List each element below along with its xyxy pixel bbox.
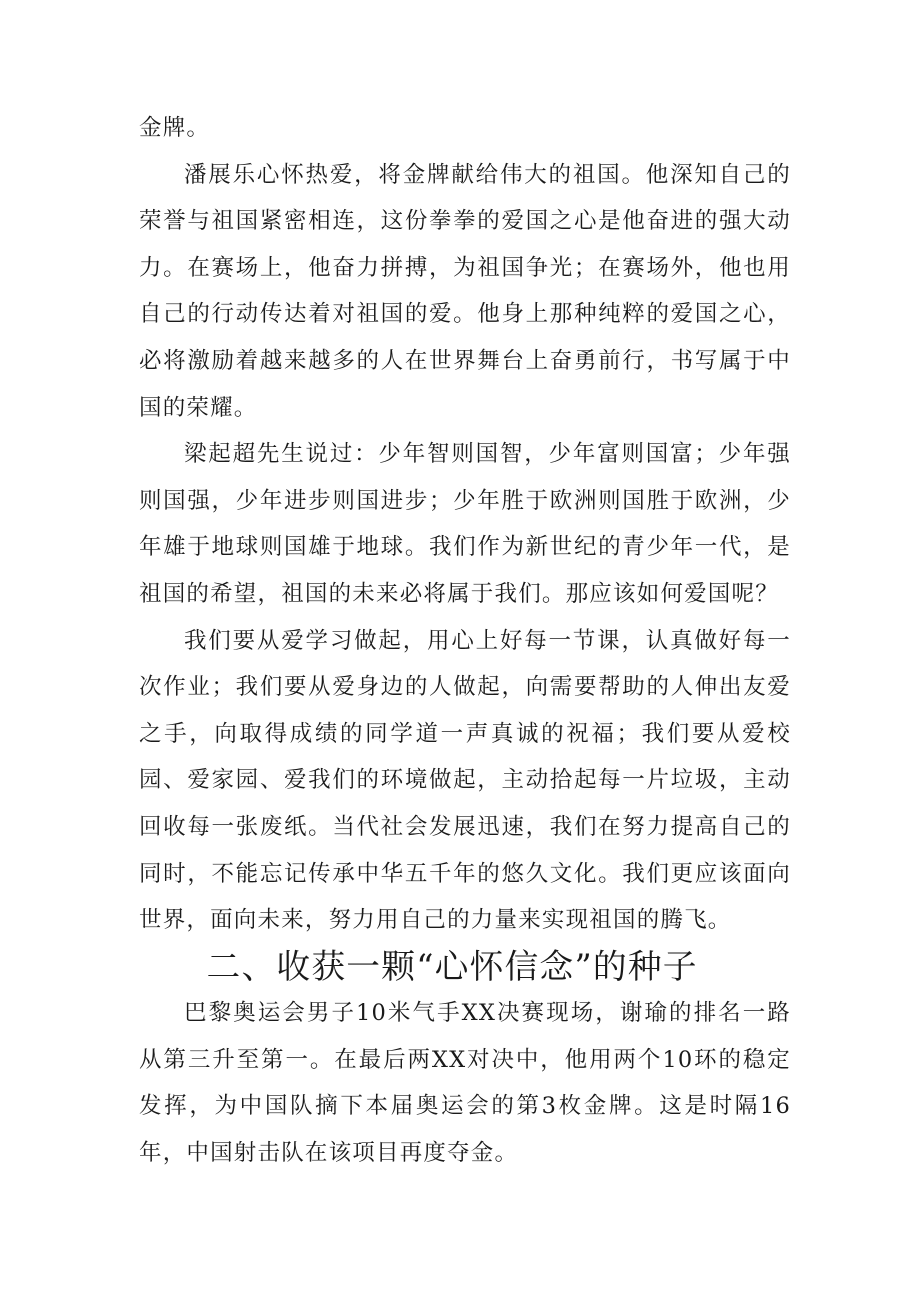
paragraph-how-to-love-country: 我们要从爱学习做起，用心上好每一节课，认真做好每一次作业；我们要从爱身边的人做起，向需要帮助的人伸出友爱之手，向取得成绩的同学道一声真诚的祝福；我们要从爱校园、爱家园、爱我们的环境做起，主动拾起每一片垃圾，主动回收每一张废纸。当代社会发展迅速，我们在努力提高自己的同时，不能忘记传承中华五千年的悠久文化。我们更应该面向世界，面向未来，努力用自己的力量来实现祖国的腾飞。	[139, 627, 791, 934]
paragraph-liang-qichao: 梁起超先生说过：少年智则国智，少年富则国富；少年强则国强，少年进步则国进步；少年胜于欧洲则国胜于欧洲，少年雄于地球则国雄于地球。我们作为新世纪的青少年一代，是祖国的希望，祖国的未来必将属于我们。那应该如何爱国呢？	[139, 441, 791, 607]
paragraph-pan-zhanle: 潘展乐心怀热爱，将金牌献给伟大的祖国。他深知自己的荣誉与祖国紧密相连，这份拳拳的爱国之心是他奋进的强大动力。在赛场上，他奋力拼搏，为祖国争光；在赛场外，他也用自己的行动传达着对祖国的爱。他身上那种纯粹的爱国之心，必将激励着越来越多的人在世界舞台上奋勇前行，书写属于中国的荣耀。	[139, 161, 791, 421]
document-body	[139, 105, 791, 1177]
section-heading: 二、收获一颗“心怀信念”的种子	[206, 946, 698, 986]
paragraph-xie-yu: 巴黎奥运会男子10米气手XX决赛现场，谢瑜的排名一路从第三升至第一。在最后两XX对决中，他用两个10环的稳定发挥，为中国队摘下本届奥运会的第3枚金牌。这是时隔16年，中国射击队在该项目再度夺金。	[139, 1000, 791, 1167]
paragraph-continuation: 金牌。	[139, 115, 211, 141]
